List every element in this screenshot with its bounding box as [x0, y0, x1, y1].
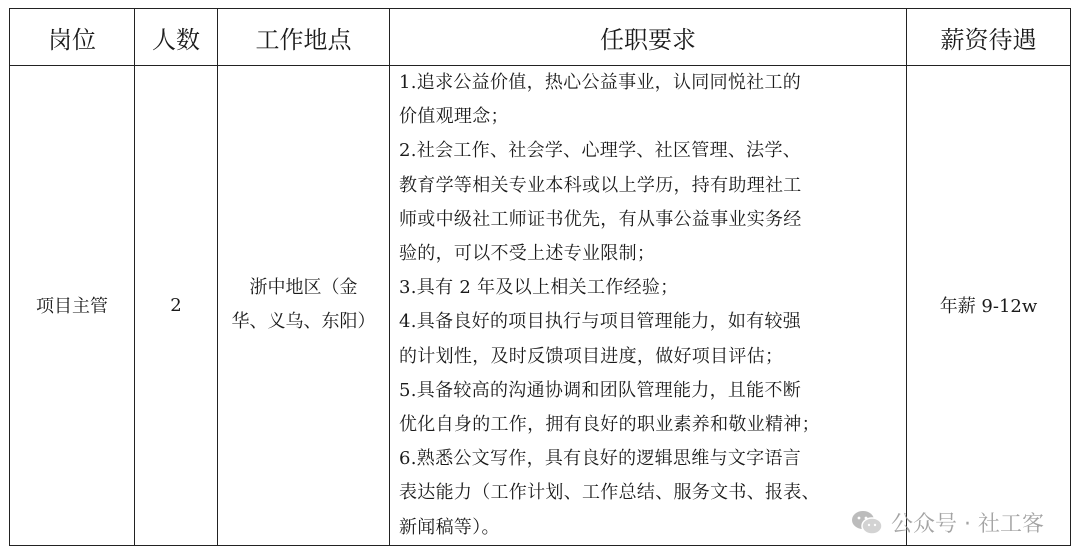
location-line-2: 华、义乌、东阳）	[231, 311, 376, 333]
header-salary: 薪资待遇	[907, 9, 1071, 66]
header-count: 人数	[135, 9, 218, 66]
requirement-line: 表达能力（工作计划、工作总结、服务文书、报表、	[399, 482, 820, 504]
header-requirements: 任职要求	[390, 9, 907, 66]
job-table	[9, 8, 1071, 546]
cell-position: 项目主管	[10, 66, 135, 546]
requirement-line: 的计划性，及时反馈项目进度，做好项目评估；	[399, 345, 784, 367]
requirement-line: 3.具有 2 年及以上相关工作经验；	[399, 277, 679, 299]
wechat-icon	[851, 510, 883, 536]
requirement-line: 验的，可以不受上述专业限制；	[399, 243, 656, 265]
requirement-line: 师或中级社工师证书优先，有从事公益事业实务经	[399, 208, 802, 230]
requirement-line: 5.具备较高的沟通协调和团队管理能力，且能不断	[399, 379, 802, 401]
watermark-text: 公众号 · 社工客	[891, 512, 1044, 537]
requirement-line: 2.社会工作、社会学、心理学、社区管理、法学、	[399, 140, 802, 162]
requirement-line: 4.具备良好的项目执行与项目管理能力，如有较强	[399, 311, 802, 333]
watermark	[851, 507, 1044, 538]
requirement-line: 教育学等相关专业本科或以上学历，持有助理社工	[399, 174, 802, 196]
cell-requirements	[390, 66, 907, 546]
cell-location	[218, 66, 390, 546]
requirement-line: 6.熟悉公文写作，具有良好的逻辑思维与文字语言	[399, 448, 802, 470]
requirement-line: 新闻稿等）。	[399, 516, 500, 538]
cell-count: 2	[135, 66, 218, 546]
header-row	[10, 9, 1071, 66]
requirement-line: 优化自身的工作，拥有良好的职业素养和敬业精神；	[399, 414, 820, 436]
requirements-list	[399, 66, 896, 545]
cell-salary: 年薪 9-12w	[907, 66, 1071, 546]
requirement-line: 价值观理念；	[399, 106, 509, 128]
header-position: 岗位	[10, 9, 135, 66]
requirement-line: 1.追求公益价值，热心公益事业，认同同悦社工的	[399, 72, 802, 93]
table-row	[10, 66, 1071, 546]
header-location: 工作地点	[218, 9, 390, 66]
location-line-1: 浙中地区（金	[249, 277, 358, 299]
